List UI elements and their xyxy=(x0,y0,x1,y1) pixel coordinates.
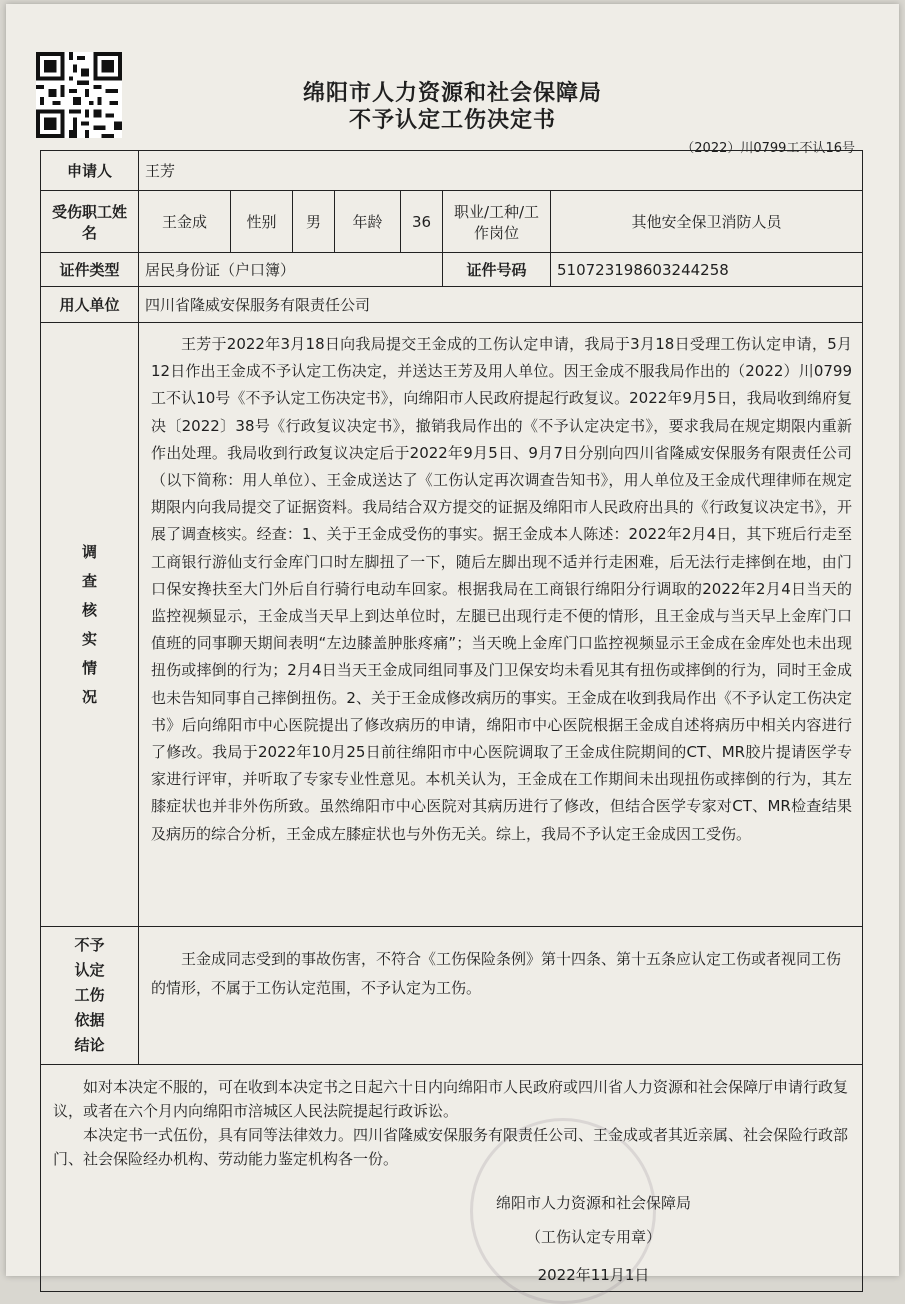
applicant-label: 申请人 xyxy=(41,151,139,191)
document-subtitle: 不予认定工伤决定书 xyxy=(348,107,556,133)
age-label: 年龄 xyxy=(335,191,401,253)
job-label: 职业/工种/工作岗位 xyxy=(443,191,551,253)
gender-value: 男 xyxy=(293,191,335,253)
seal-text: （工伤认定专用章） xyxy=(526,1228,662,1246)
investigation-text: 王芳于2022年3月18日向我局提交王金成的工伤认定申请，我局于3月18日受理工伤认定申请，5月12日作出王金成不予认定工伤决定，并送达王芳及用人单位。因王金成不服我局作出的（2022）川0799工不认10号《不予认定工伤决定书》，向绵阳市人民政府提起行政复议。2022年9月5日，我局收到绵府复决〔2022〕38号《行政复议决定书》，撤销我局作出的《不予认定决定书》，要求我局在规定期限内重新作出处理。我局收到行政复议决定后于2022年9月5日、9月7日分别向四川省隆威安保服务有限责任公司（以下简称：用人单位）、王金成送达了《工伤认定再次调查告知书》，用人单位及王金成代理律师在规定期限内向我局提交了证据资料。我局结合双方提交的证据及绵阳市人民政府出具的《行政复议决定书》，开展了调查核实。经查：1、关于王金成受伤的事实。据王金成本人陈述：2022年2月4日，其下班后行走至工商银行游仙支行金库门口时左脚扭了一下，随后左脚出现不适并行走困难，后无法行走摔倒在地，由门口保安搀扶至大门外后自行骑行电动车回家。根据我局在工商银行绵阳分行调取的2022年2月4日当天的监控视频显示，王金成当天早上到达单位时，左腿已出现行走不便的情形，且王金成与当天早上金库门口值班的同事聊天期间表明“左边膝盖肿胀疼痛”；当天晚上金库门口监控视频显示王金成在金库处也未出现扭伤或摔倒的行为；2月4日当天王金成同组同事及门卫保安均未看见其有扭伤或摔倒的行为，同时王金成也未告知同事自己摔倒扭伤。2、关于王金成修改病历的事实。王金成在收到我局作出《不予认定工伤决定书》后向绵阳市中心医院提出了修改病历的申请，绵阳市中心医院根据王金成自述将病历中相关内容进行了修改。我局于2022年10月25日前往绵阳市中心医院调取了王金成住院期间的CT、MR胶片提请医学专家进行评审，并听取了专家专业性意见。本机关认为，王金成在工作期间未出现扭伤或摔倒的行为，其左膝症状也并非外伤所致。虽然绵阳市中心医院对其病历进行了修改，但结合医学专家对CT、MR检查结果及病历的综合分析，王金成左膝症状也与外伤无关。综上，我局不予认定王金成因工受伤。 xyxy=(139,323,863,927)
id-number-label: 证件号码 xyxy=(443,253,551,287)
conclusion-label: 不予认定工伤依据结论 xyxy=(41,927,139,1065)
copies-notice: 本决定书一式伍份，具有同等法律效力。四川省隆威安保服务有限责任公司、王金成或者其近亲属、社会保险行政部门、社会保险经办机构、劳动能力鉴定机构各一份。 xyxy=(53,1126,849,1168)
job-value: 其他安全保卫消防人员 xyxy=(551,191,863,253)
age-value: 36 xyxy=(401,191,443,253)
id-number-value: 510723198603244258 xyxy=(551,253,863,287)
appeal-notice: 如对本决定不服的，可在收到本决定书之日起六十日内向绵阳市人民政府或四川省人力资源和社会保障厅申请行政复议，或者在六个月内向绵阳市涪城区人民法院提起行政诉讼。 xyxy=(53,1078,849,1120)
investigation-label: 调查核实情况 xyxy=(41,323,139,927)
applicant-value: 王芳 xyxy=(139,151,863,191)
issue-date: 2022年11月1日 xyxy=(537,1266,650,1284)
issuer-name: 绵阳市人力资源和社会保障局 xyxy=(496,1194,692,1212)
injured-worker-label: 受伤职工姓名 xyxy=(41,191,139,253)
employer-label: 用人单位 xyxy=(41,287,139,323)
conclusion-text: 王金成同志受到的事故伤害，不符合《工伤保险条例》第十四条、第十五条应认定工伤或者视同工伤的情形，不属于工伤认定范围，不予认定为工伤。 xyxy=(139,927,863,1065)
decision-form-table xyxy=(40,150,863,1292)
official-seal-stamp xyxy=(470,1118,656,1304)
injured-worker-name: 王金成 xyxy=(139,191,231,253)
page-title: 绵阳市人力资源和社会保障局 xyxy=(302,80,602,106)
id-type-label: 证件类型 xyxy=(41,253,139,287)
footer-section xyxy=(41,1065,863,1292)
gender-label: 性别 xyxy=(231,191,293,253)
id-type-value: 居民身份证（户口簿） xyxy=(139,253,443,287)
document-number: （2022）川0799工不认16号 xyxy=(681,141,855,156)
employer-value: 四川省隆威安保服务有限责任公司 xyxy=(139,287,863,323)
